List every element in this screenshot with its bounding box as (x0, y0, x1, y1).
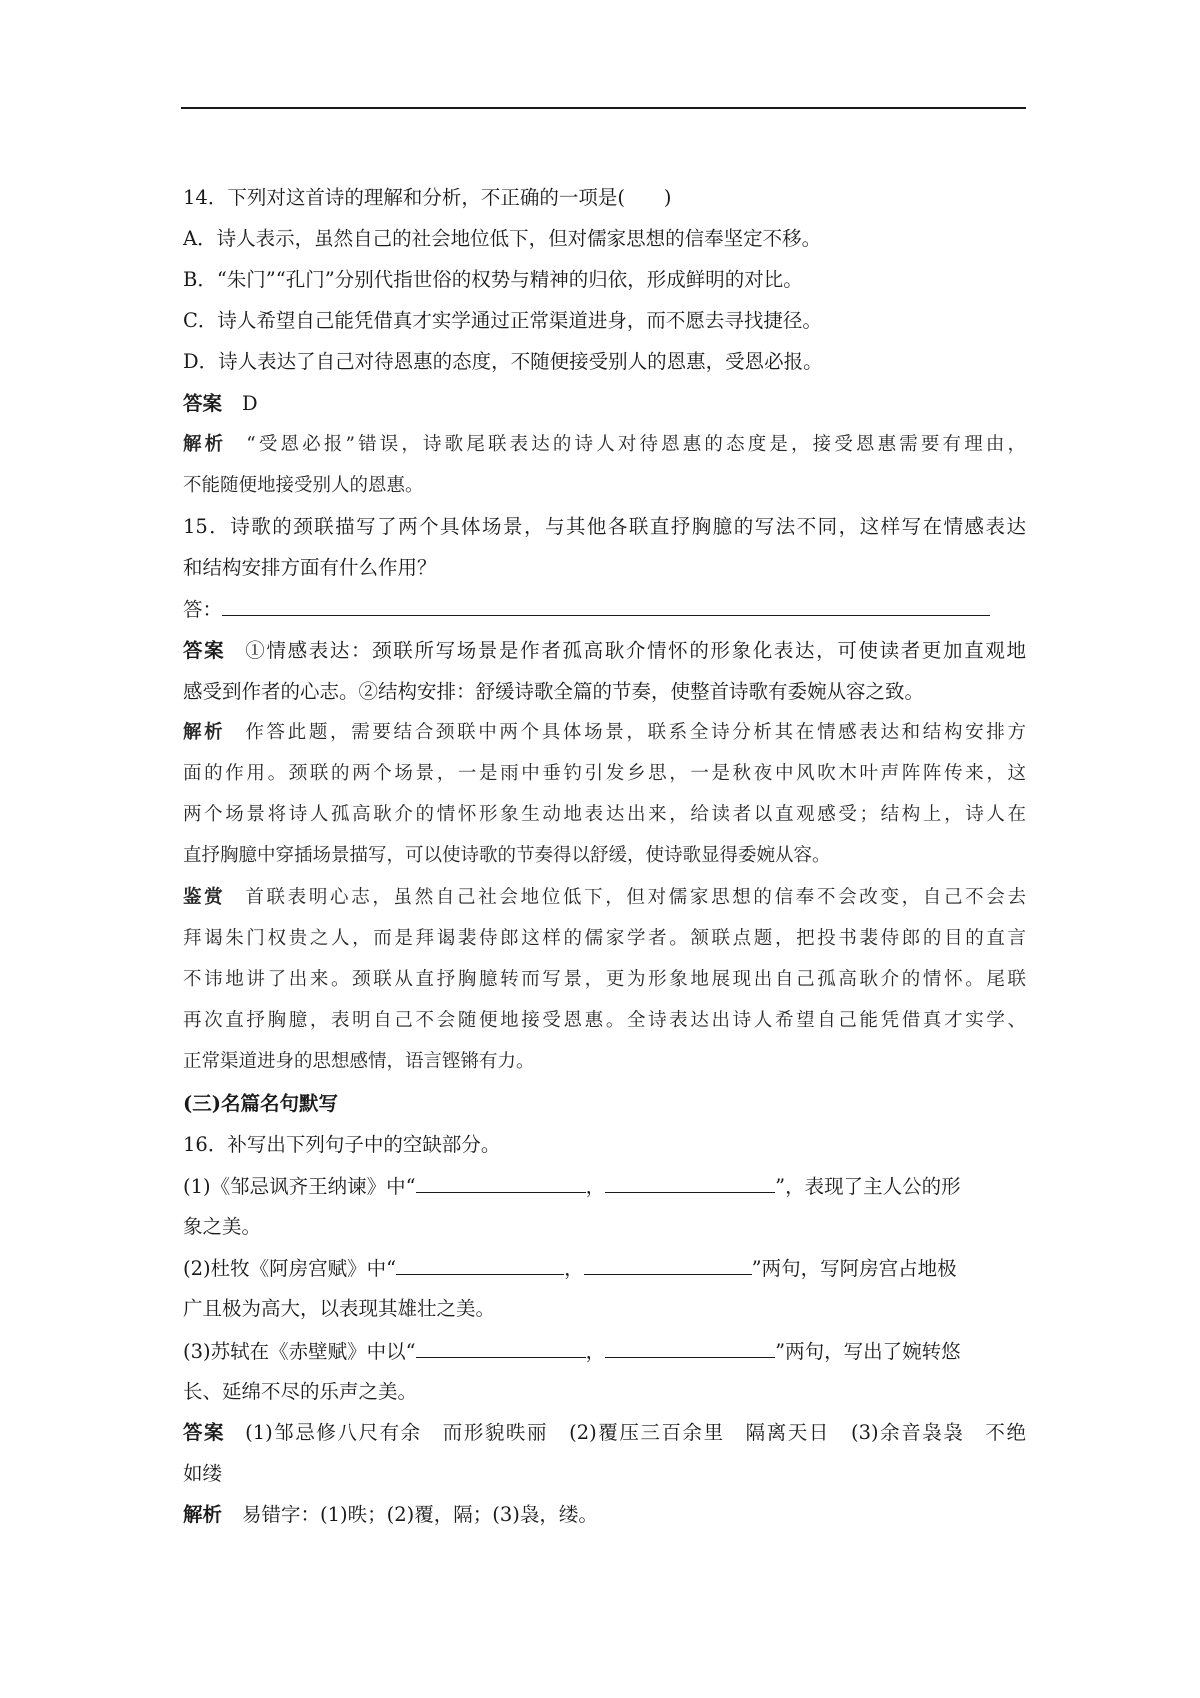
analysis-label: 解析 (183, 722, 226, 743)
fill-blank[interactable] (605, 1174, 775, 1193)
analysis-label: 解析 (183, 434, 227, 455)
q15-analysis-line: 解析 作答此题，需要结合颈联中两个具体场景，联系全诗分析其在情感表达和结构安排方 (183, 722, 1026, 743)
q16-stem: 16．补写出下列句子中的空缺部分。 (183, 1133, 501, 1156)
q16-answer-line: 如缕 (183, 1462, 223, 1485)
q16-item-2: (2)杜牧《阿房宫赋》中“ ， ”两句，写阿房宫占地极 (183, 1257, 957, 1280)
section-heading: (三)名篇名句默写 (183, 1092, 338, 1115)
q15-appreciation-line: 再次直抒胸臆，表明自己不会随便地接受恩惠。全诗表达出诗人希望自己能凭借真才实学、 (183, 1010, 1026, 1031)
q16-item-3: (3)苏轼在《赤壁赋》中以“ ， ”两句，写出了婉转悠 (183, 1340, 961, 1363)
q15-stem-line: 和结构安排方面有什么作用？ (183, 556, 437, 579)
q15-answer-prompt: 答： (183, 597, 990, 622)
fill-blank[interactable] (416, 1339, 586, 1358)
appreciation-label: 鉴赏 (183, 887, 226, 908)
fill-blank[interactable] (416, 1174, 586, 1193)
answer-label: 答案 (183, 639, 226, 662)
q14-answer-value: D (242, 392, 258, 415)
header-rule (181, 107, 1026, 109)
q15-analysis-line: 面的作用。颈联的两个场景，一是雨中垂钓引发乡思，一是秋夜中风吹木叶声阵阵传来，这 (183, 763, 1026, 784)
q14-option-a: A．诗人表示，虽然自己的社会地位低下，但对儒家思想的信奉坚定不移。 (183, 227, 822, 250)
analysis-label: 解析 (183, 1503, 223, 1526)
q16-item-3-cont: 长、延绵不尽的乐声之美。 (183, 1380, 418, 1403)
q16-item-2-cont: 广且极为高大，以表现其雄壮之美。 (183, 1297, 496, 1320)
q15-stem-line: 15．诗歌的颈联描写了两个具体场景，与其他各联直抒胸臆的写法不同，这样写在情感表达 (183, 515, 1026, 538)
q15-appreciation-line: 鉴赏 首联表明心志，虽然自己社会地位低下，但对儒家思想的信奉不会改变，自己不会去 (183, 887, 1026, 908)
q16-analysis: 解析 易错字：(1)昳；(2)覆，隔；(3)袅，缕。 (183, 1503, 598, 1526)
q15-analysis-line: 两个场景将诗人孤高耿介的情怀形象生动地表达出来，给读者以直观感受；结构上，诗人在 (183, 804, 1026, 825)
q14-analysis-line: 不能随便地接受别人的恩惠。 (183, 475, 424, 496)
q15-appreciation-line: 拜谒朱门权贵之人，而是拜谒裴侍郎这样的儒家学者。颔联点题，把投书裴侍郎的目的直言 (183, 928, 1026, 949)
q15-appreciation-line: 正常渠道进身的思想感情，语言铿锵有力。 (183, 1051, 535, 1072)
fill-blank[interactable] (605, 1339, 775, 1358)
q16-item-1-cont: 象之美。 (183, 1215, 262, 1238)
q15-analysis-line: 直抒胸臆中穿插场景描写，可以使诗歌的节奏得以舒缓，使诗歌显得委婉从容。 (183, 845, 831, 866)
q14-option-b: B．“朱门”“孔门”分别代指世俗的权势与精神的归依，形成鲜明的对比。 (183, 268, 803, 291)
q16-answer-line: 答案 (1)邹忌修八尺有余 而形貌昳丽 (2)覆压三百余里 隔离天日 (3)余音袅袅 不绝 (183, 1421, 1026, 1444)
q14-stem: 14．下列对这首诗的理解和分析，不正确的一项是( ) (183, 186, 672, 209)
q15-appreciation-line: 不讳地讲了出来。颈联从直抒胸臆转而写景，更为形象地展现出自己孤高耿介的情怀。尾联 (183, 969, 1026, 990)
q14-answer (183, 392, 258, 416)
answer-label: 答案 (183, 392, 223, 415)
q15-answer-line: 答案 ①情感表达：颈联所写场景是作者孤高耿介情怀的形象化表达，可使读者更加直观地 (183, 639, 1026, 662)
q14-analysis-line: 解析 “受恩必报”错误，诗歌尾联表达的诗人对待恩惠的态度是，接受恩惠需要有理由， (183, 434, 1026, 455)
q16-item-1: (1)《邹忌讽齐王纳谏》中“ ， ”，表现了主人公的形 (183, 1175, 961, 1198)
answer-blank[interactable] (222, 597, 990, 616)
q14-option-c: C．诗人希望自己能凭借真才实学通过正常渠道进身，而不愿去寻找捷径。 (183, 309, 822, 332)
q14-option-d: D．诗人表达了自己对待恩惠的态度，不随便接受别人的恩惠，受恩必报。 (183, 350, 823, 373)
answer-label: 答案 (183, 1421, 226, 1444)
q15-answer-line: 感受到作者的心志。②结构安排：舒缓诗歌全篇的节奏，使整首诗歌有委婉从容之致。 (183, 680, 925, 703)
fill-blank[interactable] (584, 1256, 752, 1275)
fill-blank[interactable] (396, 1256, 564, 1275)
